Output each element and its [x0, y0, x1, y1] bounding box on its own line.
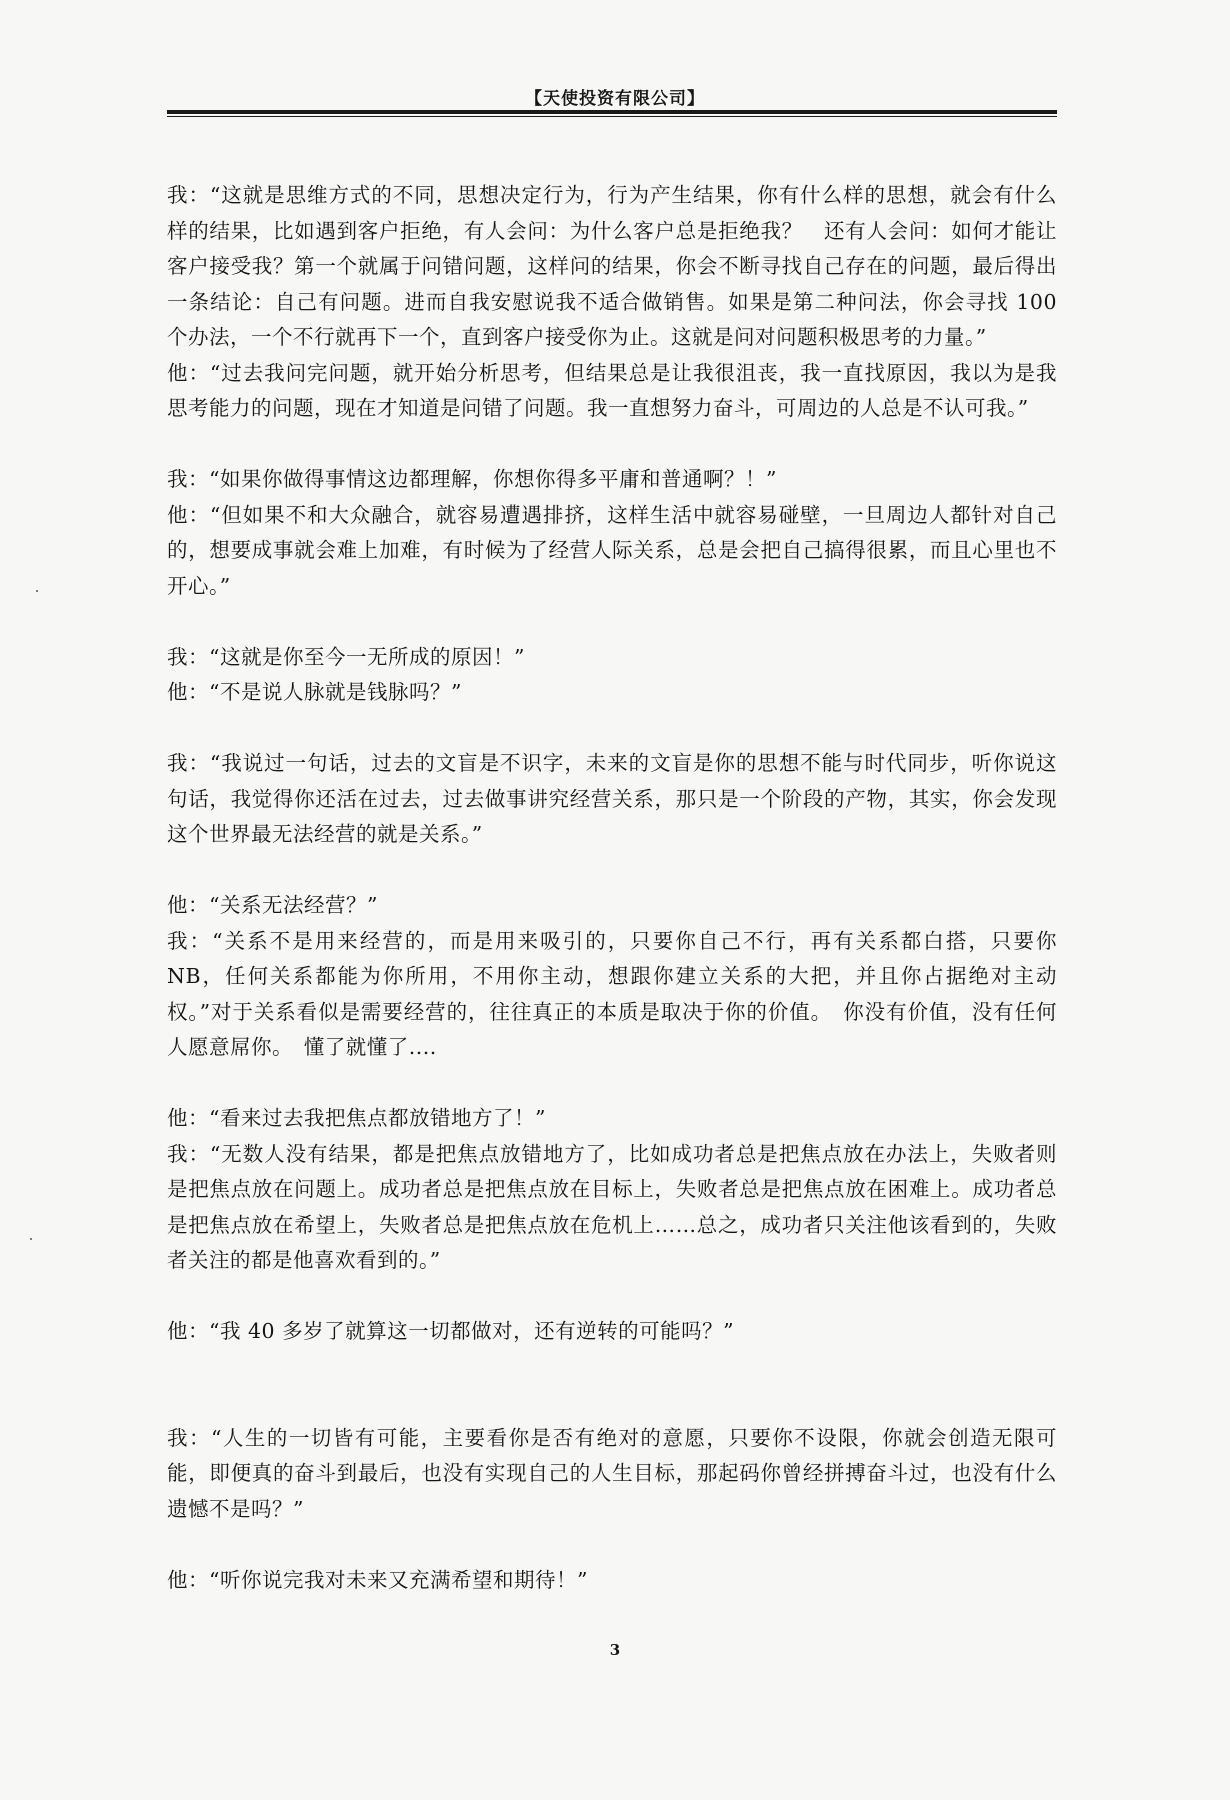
paragraph-spacer	[167, 1279, 1057, 1315]
dialogue-paragraph: 我：“无数人没有结果，都是把焦点放错地方了，比如成功者总是把焦点放在办法上，失败者则是把焦点放在问题上。成功者总是把焦点放在目标上，失败者总是把焦点放在困难上。成功者总是把焦点放在希望上，失败者总是把焦点放在危机上……总之，成功者只关注他该看到的，失败者关注的都是他喜欢看到的。”	[167, 1141, 1057, 1272]
dialogue-paragraph: 他：“过去我问完问题，就开始分析思考，但结果总是让我很沮丧，我一直找原因，我以为是我思考能力的问题，现在才知道是问错了问题。我一直想努力奋斗，可周边的人总是不认可我。”	[167, 360, 1057, 420]
paragraph-spacer	[167, 1527, 1057, 1563]
dialogue-paragraph: 我：“关系不是用来经营的，而是用来吸引的，只要你自己不行，再有关系都白搭，只要你 NB，任何关系都能为你所用，不用你主动，想跟你建立关系的大把，并且你占据绝对主动权。”对于关系看似是需要经营的，往往真正的本质是取决于你的价值。 你没有价值，没有任何人愿意屌你。 懂了就懂了....	[167, 928, 1057, 1059]
dialogue-paragraph: 他：“听你说完我对未来又充满希望和期待！”	[167, 1567, 588, 1592]
dialogue-paragraph: 我：“人生的一切皆有可能，主要看你是否有绝对的意愿，只要你不设限，你就会创造无限可能，即便真的奋斗到最后，也没有实现自己的人生目标，那起码你曾经拼搏奋斗过，也没有什么遗憾不是吗？”	[167, 1425, 1057, 1521]
dialogue-paragraph: 他：“但如果不和大众融合，就容易遭遇排挤，这样生活中就容易碰壁，一旦周边人都针对自己的，想要成事就会难上加难，有时候为了经营人际关系，总是会把自己搞得很累，而且心里也不开心。”	[167, 502, 1057, 598]
dialogue-paragraph: 我：“如果你做得事情这边都理解，你想你得多平庸和普通啊？！”	[167, 467, 777, 491]
dialogue-paragraph: 他：“我 40 多岁了就算这一切都做对，还有逆转的可能吗？”	[167, 1319, 735, 1343]
dialogue-paragraph: 我：“这就是你至今一无所成的原因！”	[167, 644, 525, 669]
paragraph-spacer	[167, 1066, 1057, 1102]
scan-speck	[30, 1238, 32, 1240]
document-body	[167, 178, 1057, 1598]
header-rule-thin	[167, 116, 1057, 117]
paragraph-spacer	[167, 604, 1057, 640]
paragraph-spacer	[167, 1350, 1057, 1421]
paragraph-spacer	[167, 427, 1057, 463]
dialogue-paragraph: 我：“这就是思维方式的不同，思想决定行为，行为产生结果，你有什么样的思想，就会有什么样的结果，比如遇到客户拒绝，有人会问：为什么客户总是拒绝我？ 还有人会问：如何才能让客户接受我？第一个就属于问错问题，这样问的结果，你会不断寻找自己存在的问题，最后得出一条结论：自己有问题。进而自我安慰说我不适合做销售。如果是第二种问法，你会寻找 100 个办法，一个不行就再下一个，直到客户接受你为止。这就是问对问题积极思考的力量。”	[167, 183, 1057, 349]
paragraph-spacer	[167, 711, 1057, 747]
dialogue-paragraph: 我：“我说过一句话，过去的文盲是不识字，未来的文盲是你的思想不能与时代同步，听你说这句话，我觉得你还活在过去，过去做事讲究经营关系，那只是一个阶段的产物，其实，你会发现这个世界最无法经营的就是关系。”	[167, 751, 1057, 846]
paragraph-spacer	[167, 853, 1057, 889]
dialogue-paragraph: 他：“不是说人脉就是钱脉吗？”	[167, 680, 462, 704]
dialogue-paragraph: 他：“关系无法经营？”	[167, 893, 378, 917]
dialogue-paragraph: 他：“看来过去我把焦点都放错地方了！”	[167, 1106, 546, 1130]
scan-speck	[36, 590, 38, 592]
page-number: 3	[609, 1641, 621, 1659]
header-rule	[167, 110, 1057, 114]
header-company-name: 【天使投资有限公司】	[525, 89, 705, 109]
